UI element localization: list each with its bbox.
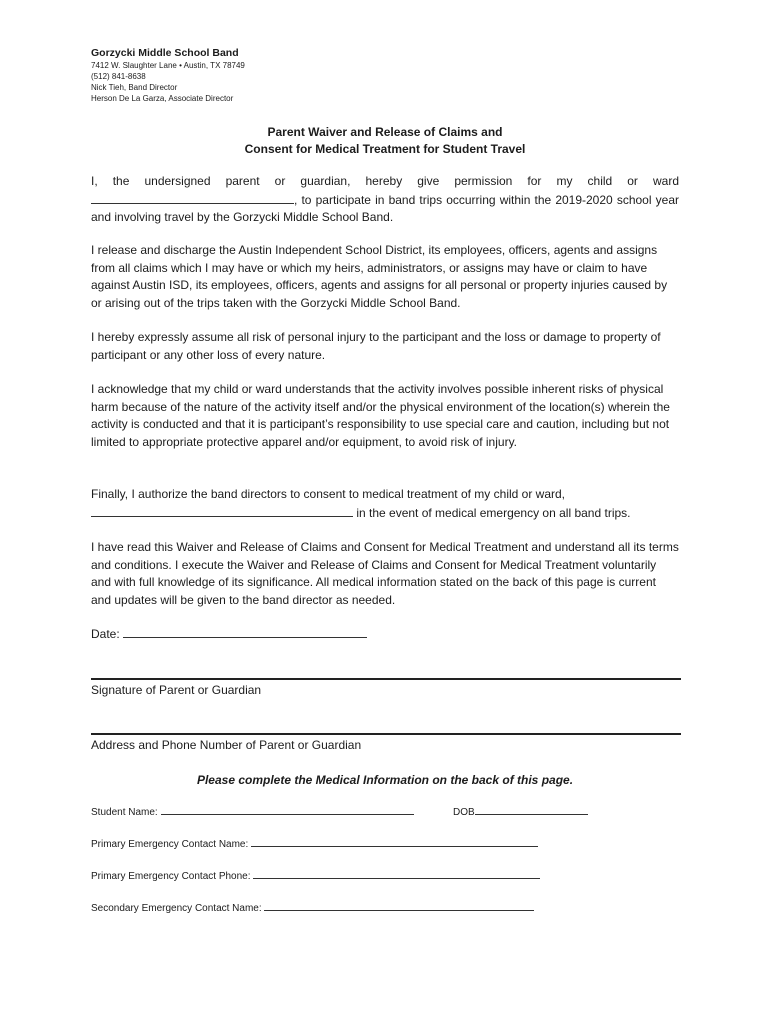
- signature-rule[interactable]: [91, 678, 681, 680]
- date-blank[interactable]: [123, 625, 367, 638]
- acknowledgement-paragraph: I acknowledge that my child or ward understands that the activity involves possible inherent risks of physical harm because of the nature of the activity itself and/or the physical environment of the location(s) wherein the activity is conducted and that it is participant’s responsibility to use special care and caution, including but not limited to appropriate protective apparel and/or equipment, to avoid risk of injury.: [91, 382, 670, 449]
- document-title: [91, 124, 679, 158]
- student-name-blank[interactable]: [161, 804, 414, 815]
- secondary-contact-name-blank[interactable]: [264, 900, 534, 911]
- date-line: [91, 625, 367, 642]
- permission-paragraph: [91, 173, 679, 227]
- medical-consent-text-start: Finally, I authorize the band directors to consent to medical treatment of my child or ward,: [91, 487, 565, 501]
- dob-field: [453, 804, 588, 820]
- release-paragraph: I release and discharge the Austin Independent School District, its employees, officers, agents and assigns from all claims which I may have or which my heirs, administrators, or assigns may have or claim to have against Austin ISD, its employees, officers, agents and assigns for all personal or property injuries caused by or arising out of the trips taken with the Gorzycki Middle School Band.: [91, 243, 668, 310]
- primary-contact-phone-field: [91, 868, 540, 884]
- risk-paragraph: I hereby expressly assume all risk of personal injury to the participant and the loss or damage to property of participant or any other loss of every nature.: [91, 330, 661, 362]
- medical-consent-text-end: in the event of medical emergency on all band trips.: [353, 505, 631, 520]
- primary-contact-phone-blank[interactable]: [253, 868, 540, 879]
- student-name-label: Student Name:: [91, 807, 158, 818]
- associate-director: Herson De La Garza, Associate Director: [91, 94, 234, 103]
- band-director: Nick Tieh, Band Director: [91, 83, 178, 92]
- org-phone: (512) 841-8638: [91, 72, 146, 81]
- primary-contact-name-label: Primary Emergency Contact Name:: [91, 839, 249, 850]
- signature-label: Signature of Parent or Guardian: [91, 683, 262, 697]
- permission-text-end: , to participate in band trips occurring within the 2019-2020 school year and involving travel by the Gorzycki Middle School Band.: [91, 192, 679, 225]
- ward-name-blank[interactable]: [91, 504, 353, 517]
- medical-info-note: Please complete the Medical Information on the back of this page.: [196, 773, 574, 787]
- org-name: Gorzycki Middle School Band: [91, 47, 239, 59]
- dob-label: DOB: [453, 807, 475, 818]
- student-name-field: [91, 804, 414, 820]
- letterhead: [91, 47, 491, 104]
- permission-text-start: I, the undersigned parent or guardian, hereby give permission for my child or ward: [91, 174, 679, 188]
- primary-contact-name-field: [91, 836, 538, 852]
- medical-consent-paragraph: [91, 486, 679, 522]
- title-line-1: Parent Waiver and Release of Claims and: [267, 125, 503, 139]
- agreement-paragraph: I have read this Waiver and Release of Claims and Consent for Medical Treatment and understand all its terms and conditions. I execute the Waiver and Release of Claims and Consent for Medical Treatment voluntarily and with full knowledge of its significance. All medical information stated on the back of this page is current and updates will be given to the band director as needed.: [91, 540, 679, 607]
- primary-contact-phone-label: Primary Emergency Contact Phone:: [91, 871, 251, 882]
- secondary-contact-name-field: [91, 900, 534, 916]
- child-name-blank[interactable]: [91, 191, 294, 204]
- title-line-2: Consent for Medical Treatment for Student Travel: [244, 142, 526, 156]
- org-address: 7412 W. Slaughter Lane • Austin, TX 78749: [91, 61, 245, 70]
- date-label: Date:: [91, 627, 120, 641]
- primary-contact-name-blank[interactable]: [251, 836, 538, 847]
- address-rule[interactable]: [91, 733, 681, 735]
- secondary-contact-name-label: Secondary Emergency Contact Name:: [91, 903, 262, 914]
- address-label: Address and Phone Number of Parent or Guardian: [91, 738, 362, 752]
- dob-blank[interactable]: [475, 804, 588, 815]
